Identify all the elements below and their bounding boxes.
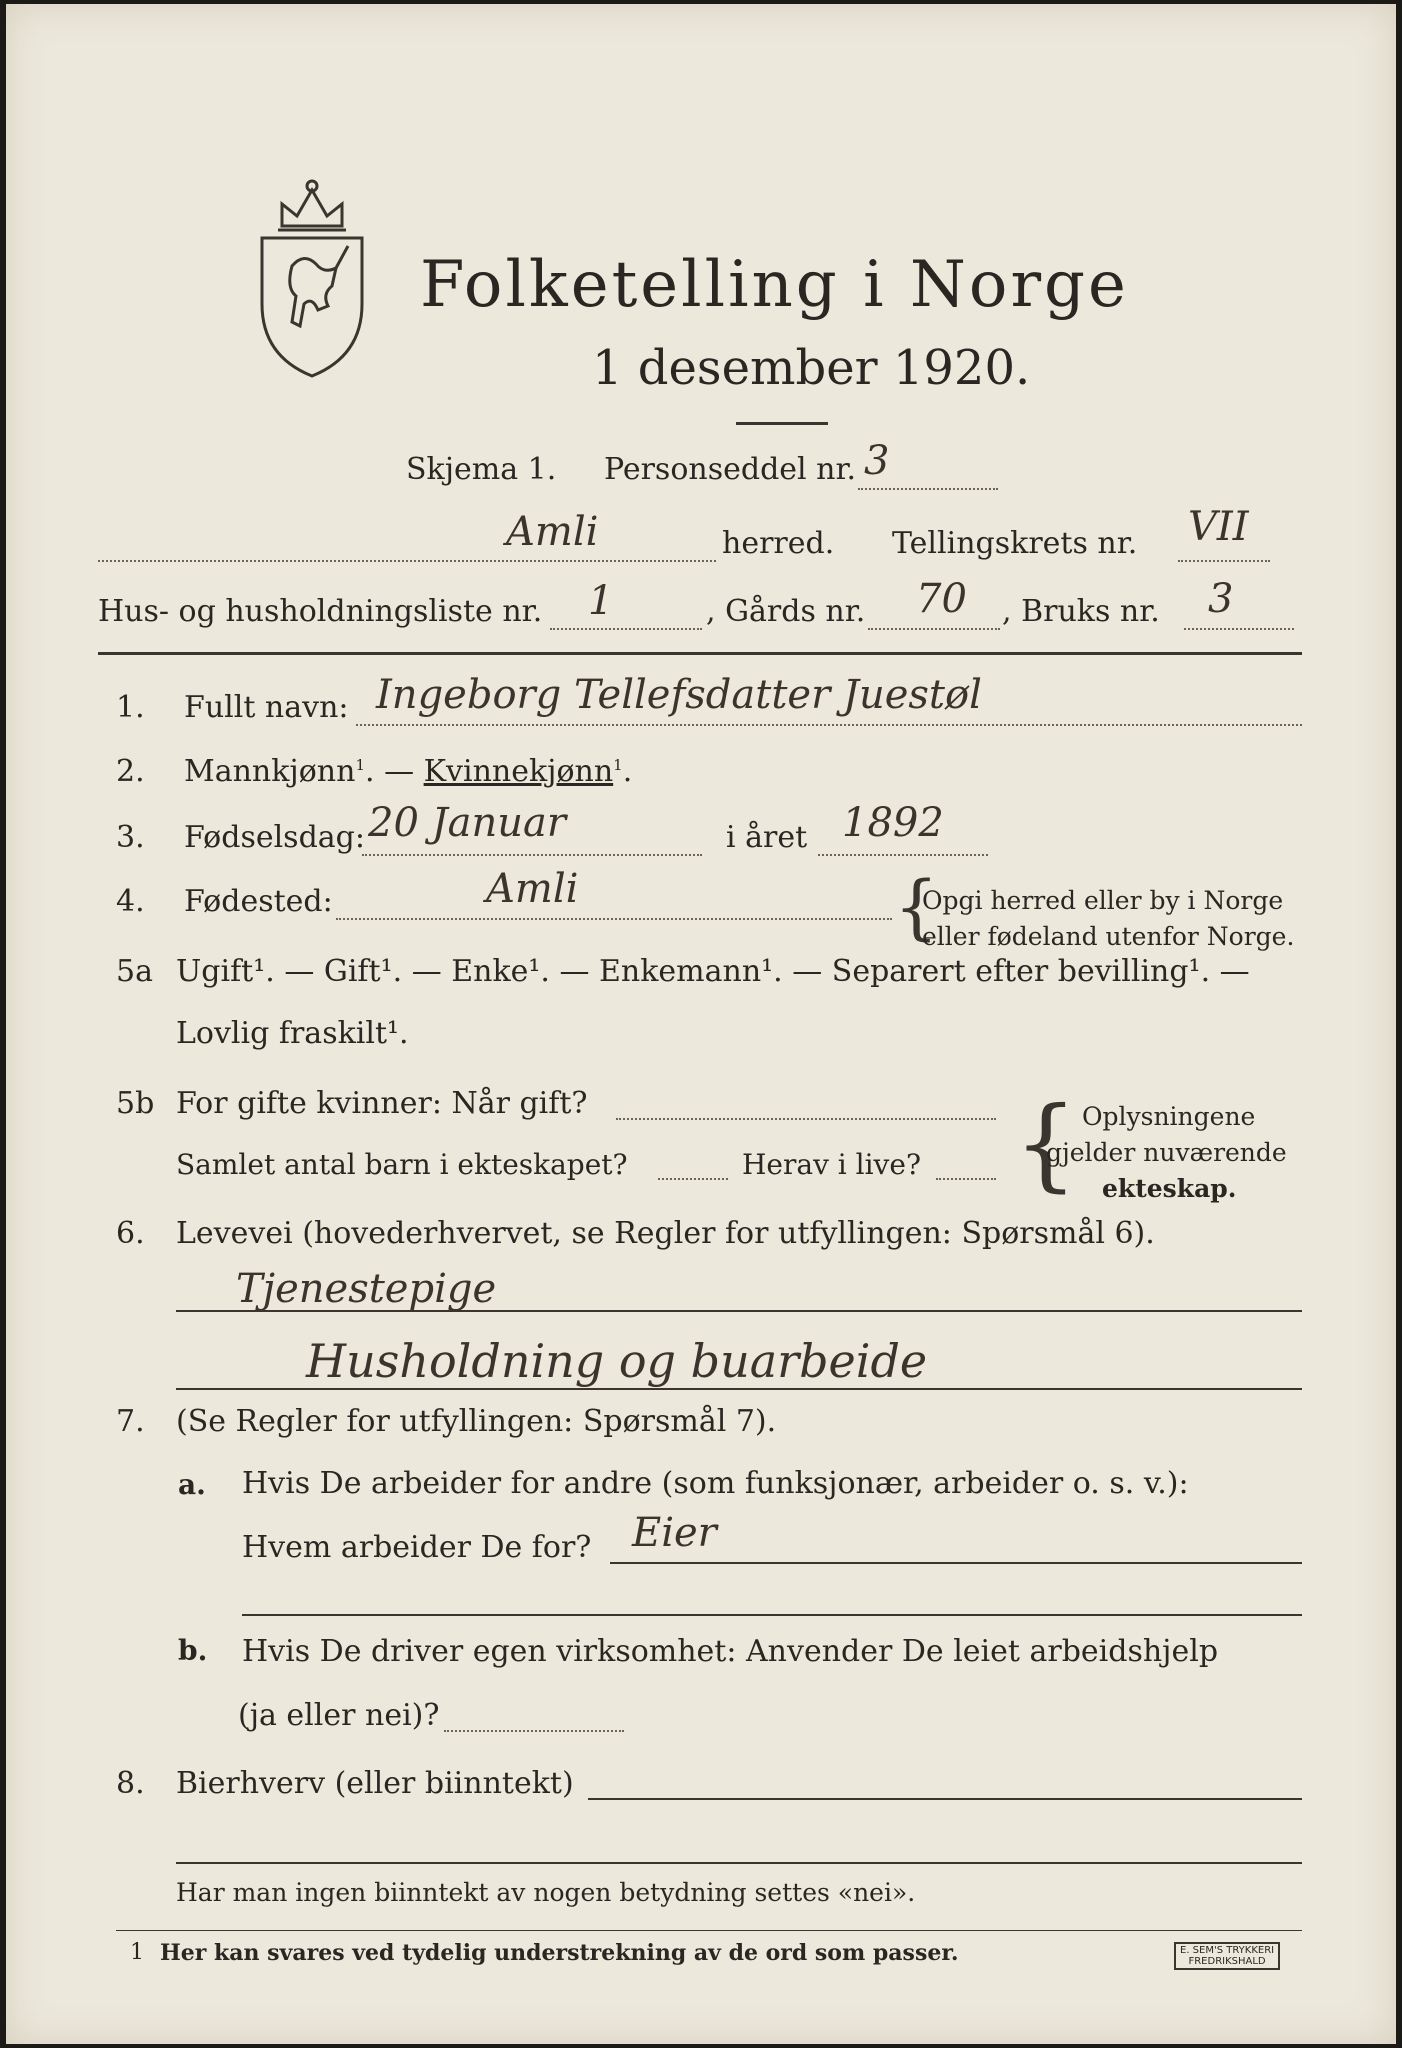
q1-number: 1. — [116, 690, 145, 725]
q5a-options[interactable]: Ugift¹. — Gift¹. — Enke¹. — Enkemann¹. — Separert efter bevilling¹. — — [176, 954, 1250, 989]
q8-label: Bierhverv (eller biinntekt) — [176, 1766, 574, 1801]
q2-mann-sup: 1 — [355, 756, 365, 774]
q4-number: 4. — [116, 884, 145, 919]
personseddel-line — [858, 488, 998, 490]
q6-value-2[interactable]: Husholdning og buarbeide — [306, 1334, 928, 1388]
q2-dot-1: . — [364, 754, 375, 789]
q3-number: 3. — [116, 820, 145, 855]
q7b-number: b. — [178, 1634, 208, 1667]
q4-value[interactable]: Amli — [486, 866, 579, 912]
q2-number: 2. — [116, 754, 145, 789]
q5b-line-2a — [658, 1178, 728, 1180]
q5a-number: 5a — [116, 954, 153, 989]
q5b-note-3: ekteskap. — [1102, 1174, 1237, 1203]
personseddel-label: Personseddel nr. — [604, 452, 857, 487]
printer-stamp-line-2: FREDRIKSHALD — [1188, 1956, 1266, 1967]
q4-note-2: eller fødeland utenfor Norge. — [922, 922, 1295, 951]
q8-extra-line — [176, 1862, 1302, 1864]
q7a-question-1: Hvis De arbeider for andre (som funksjonær, arbeider o. s. v.): — [242, 1466, 1189, 1501]
q7b-question-2: (ja eller nei)? — [238, 1698, 440, 1733]
skjema-label: Skjema 1. — [406, 452, 557, 487]
q1-label: Fullt navn: — [184, 690, 349, 725]
q2-kvinne[interactable]: Kvinnekjønn — [423, 754, 614, 789]
header-divider — [98, 652, 1302, 655]
q8-number: 8. — [116, 1766, 145, 1801]
q2-mann[interactable]: Mannkjønn — [184, 754, 356, 789]
printer-stamp-line-1: E. SEM'S TRYKKERI — [1180, 1945, 1275, 1956]
herred-line — [98, 560, 716, 562]
q4-note-1: Opgi herred eller by i Norge — [922, 886, 1284, 915]
q8-answer-line — [588, 1798, 1302, 1800]
q7b-answer-line — [444, 1730, 624, 1732]
q4-line — [336, 918, 892, 920]
q6-label: Levevei (hovederhvervet, se Regler for utfyllingen: Spørsmål 6). — [176, 1216, 1155, 1251]
q3-year-value[interactable]: 1892 — [842, 800, 944, 846]
q5b-line-1 — [616, 1118, 996, 1120]
personseddel-value[interactable]: 3 — [864, 438, 890, 484]
footnote-mark: 1 — [130, 1940, 144, 1965]
q1-line — [356, 724, 1302, 726]
q7-number: 7. — [116, 1404, 145, 1439]
q6-line-1 — [176, 1310, 1302, 1312]
q3-label: Fødselsdag: — [184, 820, 365, 855]
q5b-note-2: gjelder nuværende — [1046, 1138, 1287, 1167]
herred-label: herred. — [722, 526, 835, 561]
q2-options — [184, 754, 632, 789]
q5b-number: 5b — [116, 1086, 155, 1121]
gards-line — [868, 628, 1000, 630]
q1-value[interactable]: Ingeborg Tellefsdatter Juestøl — [376, 672, 982, 718]
herred-value[interactable]: Amli — [506, 509, 599, 555]
q2-separator: — — [374, 754, 424, 789]
q5b-question-2b: Herav i live? — [742, 1148, 921, 1181]
q3-line — [362, 854, 702, 856]
coat-of-arms-icon — [252, 176, 372, 380]
q5b-brace: { — [1014, 1085, 1078, 1202]
q5b-line-2b — [936, 1178, 996, 1180]
q7a-answer-line — [610, 1562, 1302, 1564]
gards-label: , Gårds nr. — [706, 594, 866, 629]
bruks-label: , Bruks nr. — [1002, 594, 1160, 629]
q3-year-line — [818, 854, 988, 856]
title-divider — [736, 422, 828, 425]
q7a-value[interactable]: Eier — [632, 1510, 717, 1556]
q2-kvinne-sup: 1 — [613, 756, 623, 774]
printer-stamp — [1174, 1942, 1280, 1970]
q5b-question-1: For gifte kvinner: Når gift? — [176, 1086, 588, 1121]
q3-year-label: i året — [726, 820, 808, 855]
q8-note: Har man ingen biinntekt av nogen betydning settes «nei». — [176, 1878, 916, 1907]
tellingskrets-value[interactable]: VII — [1188, 504, 1249, 550]
q5b-question-2a: Samlet antal barn i ekteskapet? — [176, 1148, 628, 1181]
q2-dot-2: . — [622, 754, 633, 789]
husliste-line — [550, 628, 702, 630]
q6-value-1[interactable]: Tjenestepige — [236, 1266, 497, 1312]
q6-line-2 — [176, 1388, 1302, 1390]
q7a-number: a. — [178, 1468, 206, 1501]
husliste-label: Hus- og husholdningsliste nr. — [98, 594, 543, 629]
q6-number: 6. — [116, 1216, 145, 1251]
tellingskrets-label: Tellingskrets nr. — [892, 526, 1138, 561]
q7-label: (Se Regler for utfyllingen: Spørsmål 7). — [176, 1404, 777, 1439]
footnote-text: Her kan svares ved tydelig understrekning av de ord som passer. — [160, 1940, 959, 1966]
gards-value[interactable]: 70 — [916, 576, 967, 622]
tellingskrets-line — [1178, 560, 1270, 562]
form-title: Folketelling i Norge — [420, 248, 1129, 322]
q7a-extra-line — [242, 1614, 1302, 1616]
q4-brace: { — [894, 866, 939, 948]
form-date: 1 desember 1920. — [592, 340, 1031, 396]
husliste-value[interactable]: 1 — [588, 578, 614, 624]
q3-value[interactable]: 20 Januar — [368, 800, 566, 846]
q7a-question-2: Hvem arbeider De for? — [242, 1530, 592, 1565]
q5a-options-2[interactable]: Lovlig fraskilt¹. — [176, 1016, 409, 1051]
bruks-value[interactable]: 3 — [1208, 576, 1234, 622]
footnote-divider — [116, 1930, 1302, 1931]
q7b-question-1: Hvis De driver egen virksomhet: Anvender De leiet arbeidshjelp — [242, 1634, 1219, 1669]
bruks-line — [1184, 628, 1294, 630]
q4-label: Fødested: — [184, 884, 333, 919]
census-form-sheet — [6, 4, 1396, 2044]
q5b-note-1: Oplysningene — [1082, 1102, 1256, 1131]
